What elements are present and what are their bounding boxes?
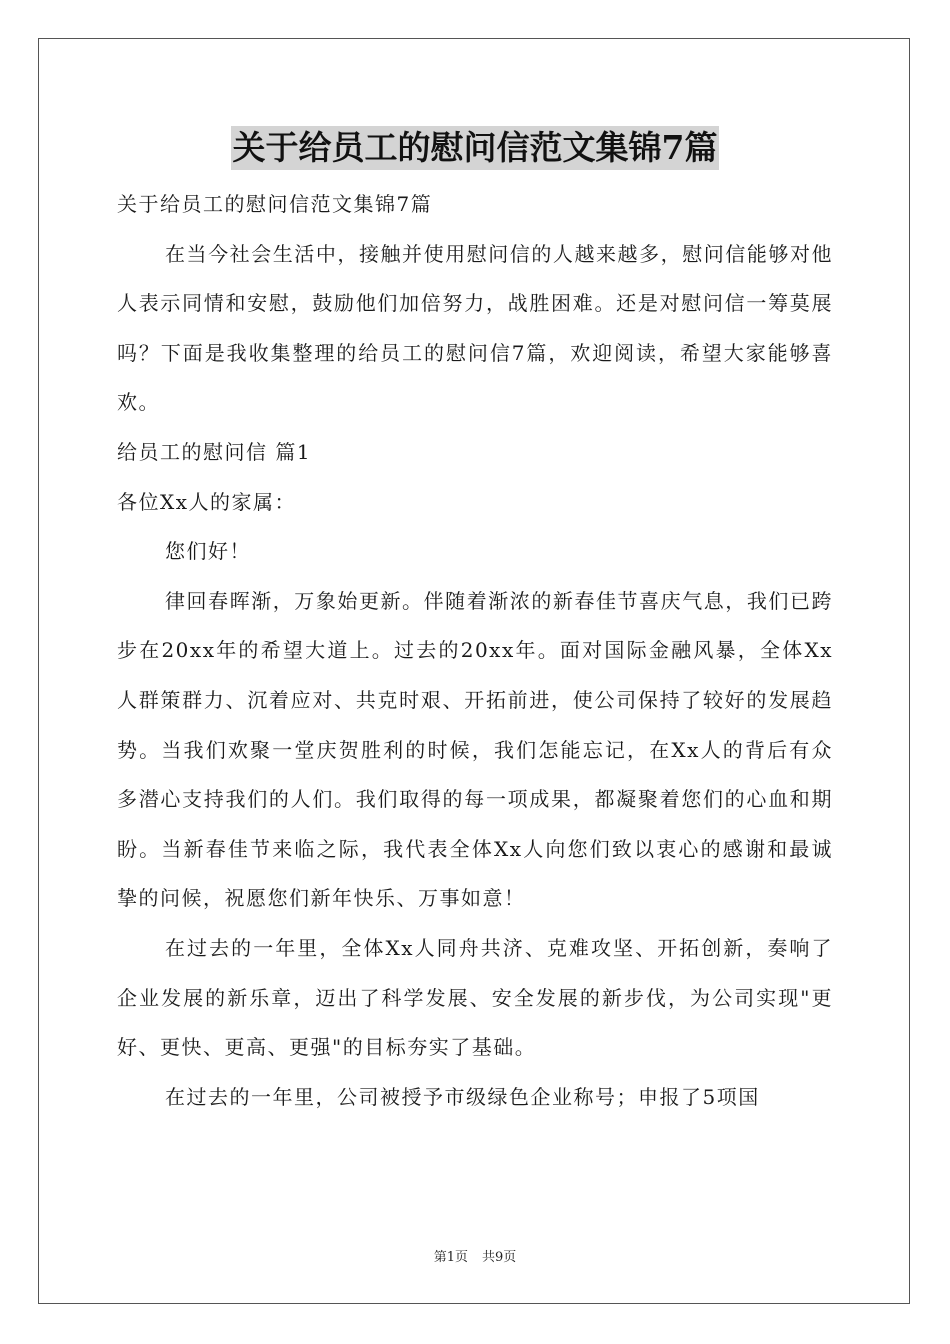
body-paragraph: 在过去的一年里，全体Xx人同舟共济、克难攻坚、开拓创新，奏响了企业发展的新乐章，迈出了科学发展、安全发展的新步伐，为公司实现"更好、更快、更高、更强"的目标夯实了基础。 <box>117 935 833 1060</box>
greeting: 您们好！ <box>165 539 251 564</box>
body-paragraph: 在当今社会生活中，接触并使用慰问信的人越来越多，慰问信能够对他人表示同情和安慰，鼓励他们加倍努力，战胜困难。还是对慰问信一筹莫展吗？下面是我收集整理的给员工的慰问信7篇，欢迎阅读，希望大家能够喜欢。 <box>117 241 833 415</box>
document-body <box>117 180 833 1122</box>
section-heading: 给员工的慰问信 篇1 <box>117 439 312 464</box>
body-paragraph: 律回春晖渐，万象始更新。伴随着渐浓的新春佳节喜庆气息，我们已跨步在20xx年的希望大道上。过去的20xx年。面对国际金融风暴，全体Xx人群策群力、沉着应对、共克时艰、开拓前进，使公司保持了较好的发展趋势。当我们欢聚一堂庆贺胜利的时候，我们怎能忘记，在Xx人的背后有众多潜心支持我们的人们。我们取得的每一项成果，都凝聚着您们的心血和期盼。当新春佳节来临之际，我代表全体Xx人向您们致以衷心的感谢和最诚挚的问候，祝愿您们新年快乐、万事如意！ <box>117 588 833 911</box>
page-total: 共9页 <box>482 1250 517 1265</box>
page-number: 第1页 <box>433 1250 468 1265</box>
body-paragraph: 在过去的一年里，公司被授予市级绿色企业称号；申报了5项国 <box>165 1084 760 1109</box>
body-paragraph: 关于给员工的慰问信范文集锦7篇 <box>117 192 433 216</box>
document-title: 关于给员工的慰问信范文集锦7篇 <box>231 126 720 170</box>
page-footer <box>0 1246 950 1265</box>
salutation: 各位Xx人的家属： <box>117 489 297 514</box>
title-container <box>0 126 950 170</box>
